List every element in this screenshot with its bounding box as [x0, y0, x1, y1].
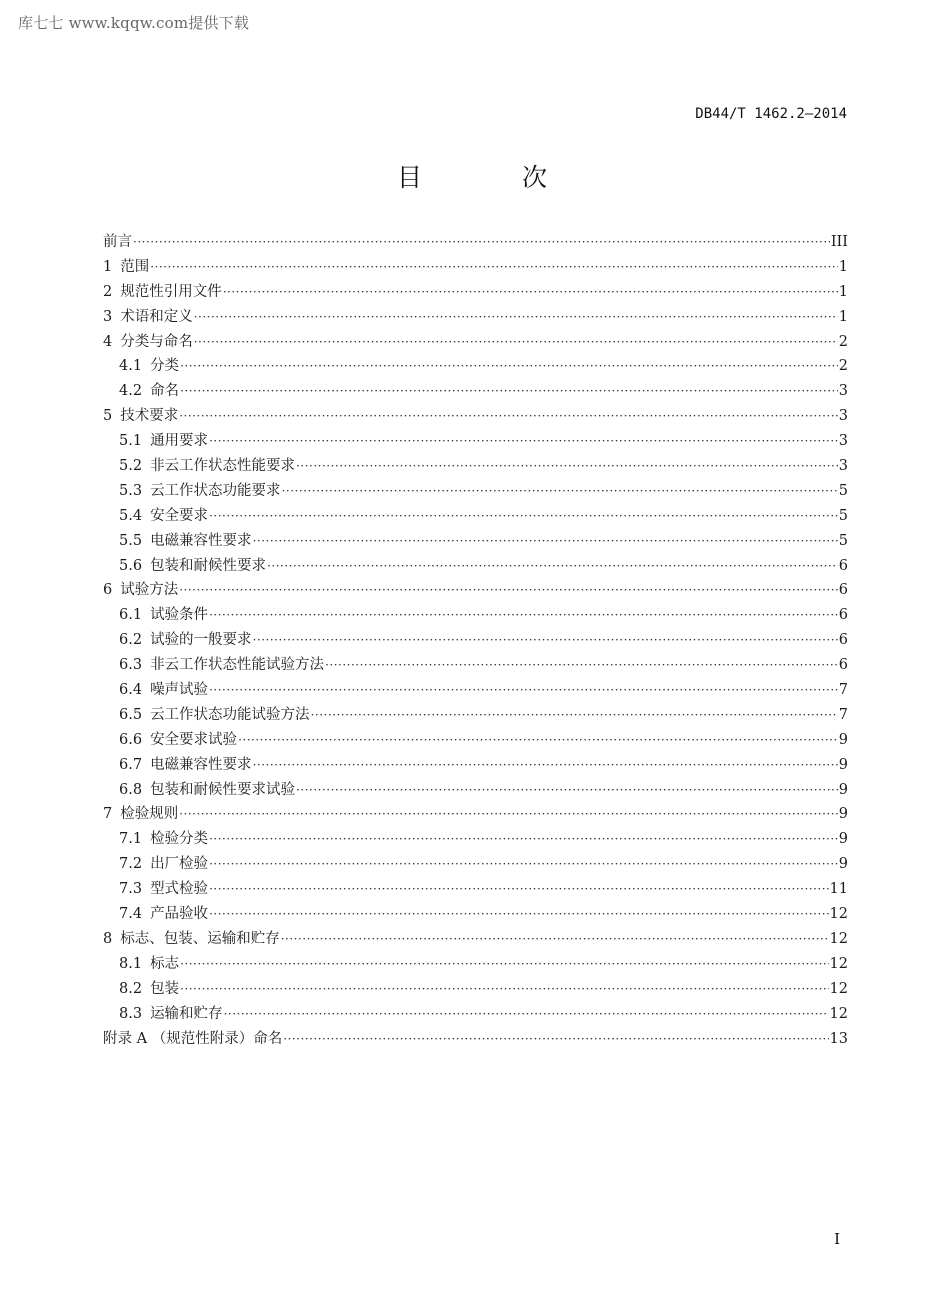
toc-entry-label: 试验条件 [150, 607, 209, 624]
toc-entry-number: 6.8 [119, 781, 143, 798]
toc-entry-page: 2 [838, 333, 848, 350]
toc-entry[interactable] [103, 628, 848, 653]
toc-entry-page: 6 [838, 557, 848, 574]
document-code: DB44/T 1462.2—2014 [695, 106, 847, 122]
toc-entry-label: 非云工作状态性能试验方法 [150, 657, 325, 674]
toc-entry[interactable] [103, 330, 848, 355]
toc-entry-page: 9 [838, 731, 848, 748]
toc-entry-number: 5.1 [119, 433, 143, 450]
toc-entry-label: 噪声试验 [150, 682, 209, 699]
toc-entry-label: 云工作状态功能要求 [150, 482, 281, 499]
toc-entry-label: 安全要求 [150, 507, 209, 524]
toc-entry[interactable] [103, 678, 848, 703]
toc-entry[interactable] [103, 827, 848, 852]
toc-dot-leader [209, 678, 838, 703]
toc-entry-page: III [830, 234, 848, 250]
toc-entry[interactable] [103, 877, 848, 902]
toc-entry-label: 电磁兼容性要求 [150, 532, 252, 549]
toc-entry[interactable] [103, 778, 848, 803]
toc-entry-label: 非云工作状态性能要求 [150, 458, 296, 475]
toc-dot-leader [209, 827, 838, 852]
toc-dot-leader [209, 429, 838, 454]
toc-dot-leader [224, 1002, 829, 1027]
toc-dot-leader [133, 230, 830, 255]
toc-dot-leader [209, 504, 838, 529]
toc-entry-page: 9 [838, 831, 848, 848]
toc-entry-page: 12 [829, 906, 848, 923]
toc-entry-label: 分类与命名 [120, 333, 193, 350]
toc-entry-page: 3 [838, 433, 848, 450]
toc-entry[interactable] [103, 280, 848, 305]
toc-entry[interactable] [103, 977, 848, 1002]
toc-entry[interactable] [103, 230, 848, 255]
toc-entry-number: 2 [103, 283, 113, 300]
toc-entry[interactable] [103, 404, 848, 429]
toc-dot-leader [296, 778, 838, 803]
toc-entry-page: 9 [838, 856, 848, 873]
toc-entry-label: 通用要求 [150, 433, 209, 450]
toc-dot-leader [311, 703, 838, 728]
toc-entry-number: 7.2 [119, 856, 143, 873]
toc-entry[interactable] [103, 305, 848, 330]
toc-entry-page: 11 [829, 881, 848, 898]
toc-dot-leader [253, 753, 838, 778]
toc-entry-number: 3 [103, 308, 113, 325]
toc-dot-leader [223, 280, 838, 305]
toc-dot-leader [180, 952, 828, 977]
toc-entry[interactable] [103, 354, 848, 379]
toc-entry[interactable] [103, 1002, 848, 1027]
toc-entry-label: 电磁兼容性要求 [150, 756, 252, 773]
toc-entry-number: 6.3 [119, 657, 143, 674]
toc-entry-number: 8.3 [119, 1005, 143, 1022]
toc-entry[interactable] [103, 952, 848, 977]
page-number: I [834, 1230, 840, 1248]
toc-entry-number: 1 [103, 258, 113, 275]
toc-entry[interactable] [103, 429, 848, 454]
toc-dot-leader [325, 653, 838, 678]
toc-entry-number: 5 [103, 408, 113, 425]
toc-entry-label: 型式检验 [150, 881, 209, 898]
toc-entry-number: 6.2 [119, 632, 143, 649]
toc-entry-number: 6.4 [119, 682, 143, 699]
toc-entry[interactable] [103, 753, 848, 778]
toc-entry-label: 附录 A （规范性附录）命名 [103, 1030, 283, 1047]
toc-dot-leader [209, 902, 828, 927]
toc-entry-page: 3 [838, 458, 848, 475]
toc-entry-label: 技术要求 [120, 408, 179, 425]
table-of-contents [103, 230, 848, 1051]
toc-dot-leader [180, 354, 838, 379]
toc-dot-leader [179, 578, 838, 603]
toc-entry[interactable] [103, 379, 848, 404]
toc-entry-page: 5 [838, 507, 848, 524]
toc-entry[interactable] [103, 703, 848, 728]
toc-dot-leader [180, 379, 838, 404]
toc-entry[interactable] [103, 504, 848, 529]
toc-entry-page: 12 [829, 930, 848, 947]
toc-dot-leader [282, 479, 838, 504]
toc-entry-page: 7 [838, 682, 848, 699]
toc-entry-label: 标志 [150, 955, 180, 972]
toc-entry-number: 5.5 [119, 532, 143, 549]
toc-entry-number: 7.4 [119, 906, 143, 923]
toc-entry-label: 分类 [150, 358, 180, 375]
toc-entry-label: 安全要求试验 [150, 731, 238, 748]
toc-entry-page: 7 [838, 706, 848, 723]
toc-entry-number: 4.1 [119, 358, 143, 375]
toc-entry-number: 6.7 [119, 756, 143, 773]
toc-entry-page: 12 [829, 955, 848, 972]
toc-entry[interactable] [103, 728, 848, 753]
toc-entry-number: 8 [103, 930, 113, 947]
toc-entry-label: 范围 [120, 258, 150, 275]
toc-entry-label: 产品验收 [150, 906, 209, 923]
toc-entry-label: 规范性引用文件 [120, 283, 222, 300]
page-title: 目 次 [397, 163, 593, 192]
toc-entry-label: 命名 [150, 383, 180, 400]
toc-dot-leader [194, 305, 838, 330]
toc-dot-leader [194, 330, 838, 355]
toc-dot-leader [296, 454, 838, 479]
toc-entry-page: 1 [838, 283, 848, 300]
toc-entry[interactable] [103, 902, 848, 927]
toc-entry[interactable] [103, 927, 848, 952]
toc-entry-page: 9 [838, 781, 848, 798]
toc-entry-page: 6 [838, 582, 848, 599]
toc-entry-number: 6.1 [119, 607, 143, 624]
toc-entry[interactable] [103, 529, 848, 554]
toc-entry[interactable] [103, 554, 848, 579]
toc-dot-leader [179, 802, 838, 827]
toc-entry[interactable] [103, 578, 848, 603]
toc-entry[interactable] [103, 852, 848, 877]
toc-entry-page: 5 [838, 532, 848, 549]
toc-dot-leader [283, 1027, 828, 1052]
toc-entry-number: 5.2 [119, 458, 143, 475]
toc-entry-label: 标志、包装、运输和贮存 [120, 930, 280, 947]
toc-entry-page: 1 [838, 308, 848, 325]
toc-entry-number: 7 [103, 806, 113, 823]
toc-entry-label: 包装和耐候性要求 [150, 557, 267, 574]
toc-entry-label: 云工作状态功能试验方法 [150, 706, 310, 723]
toc-dot-leader [238, 728, 838, 753]
toc-entry[interactable] [103, 454, 848, 479]
toc-entry-number: 6 [103, 582, 113, 599]
toc-dot-leader [281, 927, 829, 952]
toc-entry-page: 9 [838, 806, 848, 823]
toc-entry[interactable] [103, 1027, 848, 1052]
toc-entry-number: 7.3 [119, 881, 143, 898]
toc-entry[interactable] [103, 603, 848, 628]
toc-dot-leader [180, 977, 828, 1002]
toc-entry[interactable] [103, 255, 848, 280]
toc-entry-number: 5.4 [119, 507, 143, 524]
toc-entry-number: 7.1 [119, 831, 143, 848]
toc-dot-leader [209, 603, 838, 628]
toc-entry-label: 试验的一般要求 [150, 632, 252, 649]
toc-entry-page: 6 [838, 657, 848, 674]
toc-entry-page: 6 [838, 607, 848, 624]
toc-entry-number: 4 [103, 333, 113, 350]
toc-entry-label: 试验方法 [120, 582, 179, 599]
toc-dot-leader [150, 255, 838, 280]
toc-entry-page: 6 [838, 632, 848, 649]
toc-entry[interactable] [103, 479, 848, 504]
toc-dot-leader [253, 529, 838, 554]
toc-entry-label: 前言 [103, 234, 132, 250]
toc-entry-page: 12 [829, 1005, 848, 1022]
toc-entry[interactable] [103, 653, 848, 678]
toc-entry-number: 8.2 [119, 980, 143, 997]
toc-entry-page: 12 [829, 980, 848, 997]
toc-entry-number: 4.2 [119, 383, 143, 400]
toc-entry-label: 检验分类 [150, 831, 209, 848]
toc-entry-page: 13 [829, 1030, 848, 1047]
toc-entry-label: 包装和耐候性要求试验 [150, 781, 296, 798]
toc-entry-label: 运输和贮存 [150, 1005, 223, 1022]
toc-entry-label: 检验规则 [120, 806, 179, 823]
toc-entry-label: 出厂检验 [150, 856, 209, 873]
toc-entry-page: 3 [838, 383, 848, 400]
toc-entry-page: 3 [838, 408, 848, 425]
toc-entry-page: 1 [838, 258, 848, 275]
toc-dot-leader [253, 628, 838, 653]
toc-dot-leader [179, 404, 838, 429]
toc-entry-number: 6.5 [119, 706, 143, 723]
toc-dot-leader [209, 877, 828, 902]
toc-dot-leader [209, 852, 838, 877]
toc-entry-page: 9 [838, 756, 848, 773]
toc-entry-number: 8.1 [119, 955, 143, 972]
toc-entry-page: 5 [838, 482, 848, 499]
toc-entry-label: 术语和定义 [120, 308, 193, 325]
toc-entry-page: 2 [838, 358, 848, 375]
toc-entry[interactable] [103, 802, 848, 827]
toc-entry-label: 包装 [150, 980, 180, 997]
toc-entry-number: 6.6 [119, 731, 143, 748]
toc-entry-number: 5.6 [119, 557, 143, 574]
toc-dot-leader [267, 554, 838, 579]
toc-entry-number: 5.3 [119, 482, 143, 499]
watermark: 库七七 www.kqqw.com提供下载 [18, 14, 250, 32]
